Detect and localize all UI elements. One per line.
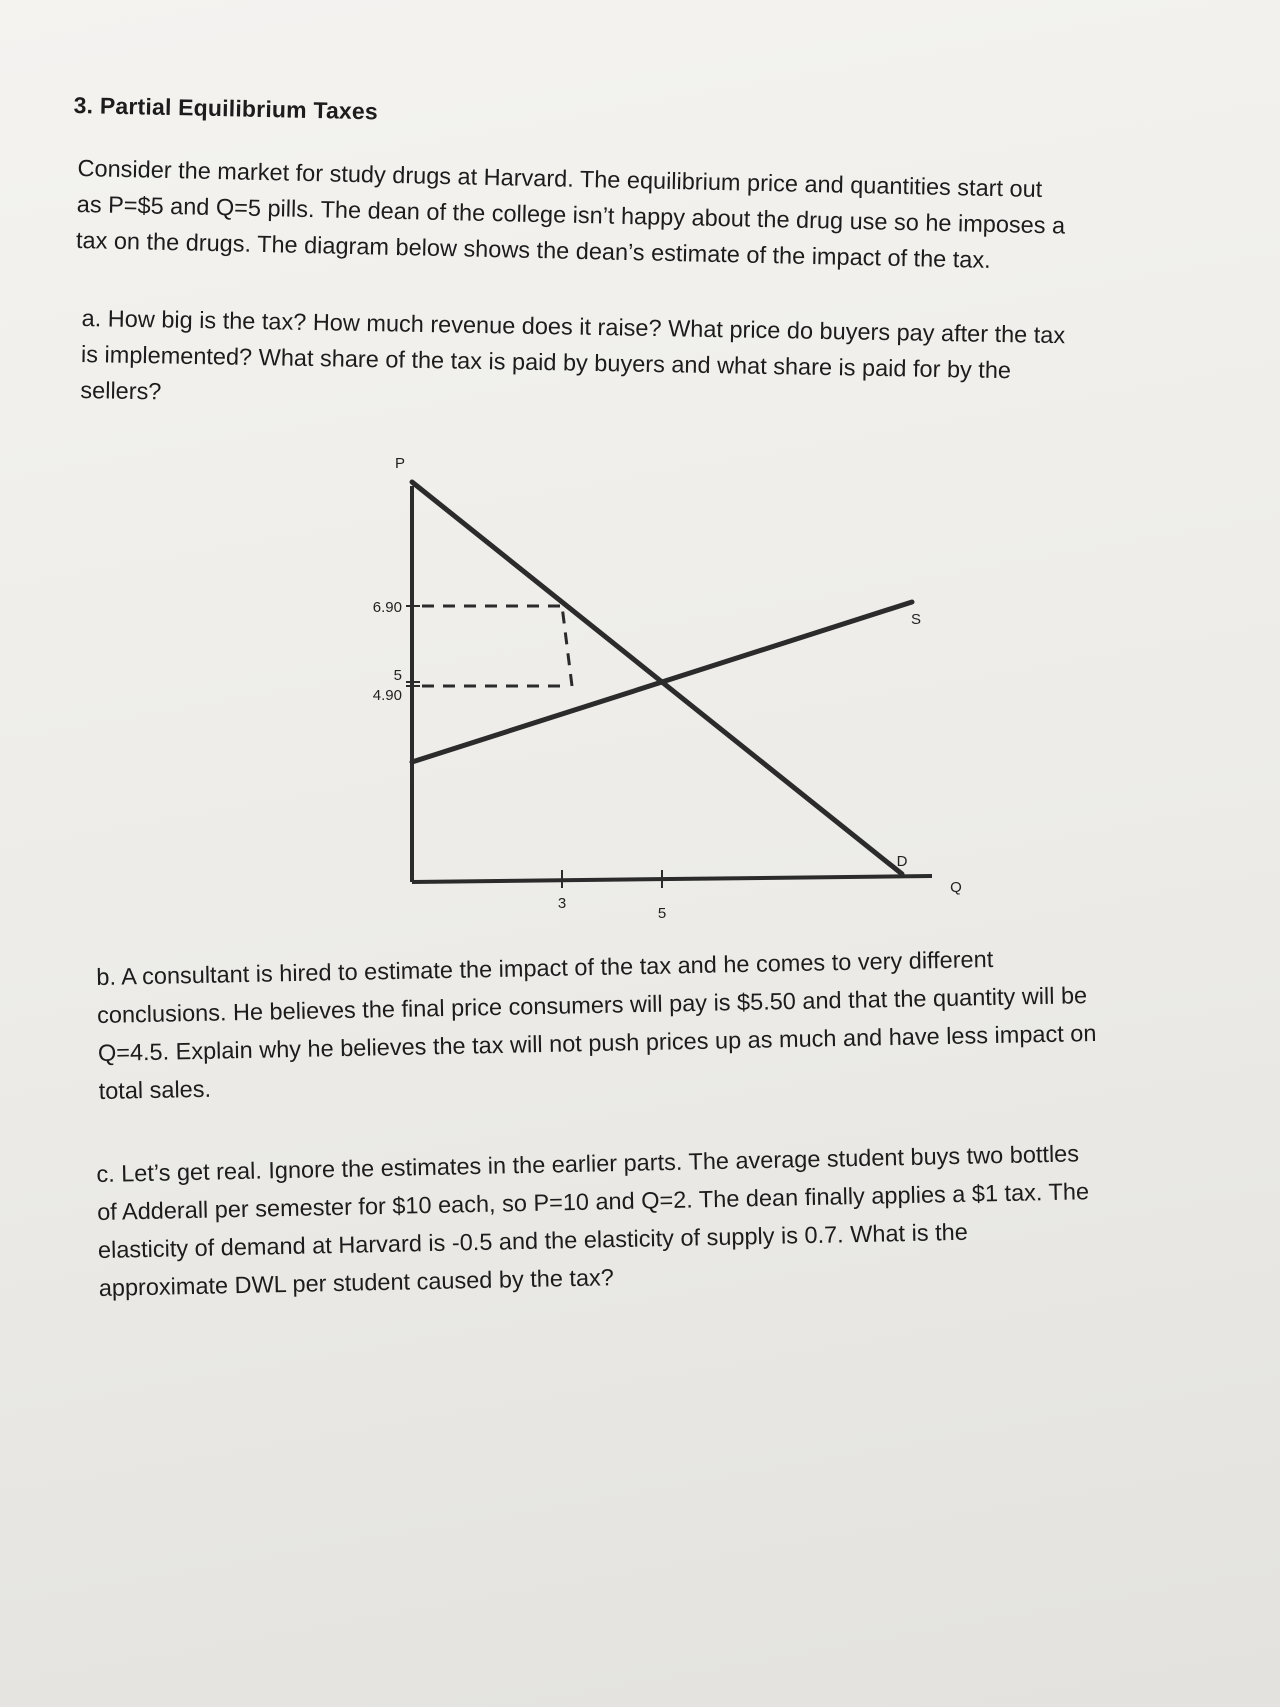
question-c	[96, 1131, 1259, 1307]
y-axis-label: P	[394, 455, 406, 472]
series-s-line	[412, 602, 912, 762]
question-b-line: conclusions. He believes the final price consumers will pay is $5.50 and that the quantity will be	[96, 982, 1088, 1028]
series-d-label: D	[896, 853, 908, 870]
question-b-line: b. A consultant is hired to estimate the impact of the tax and he comes to very different	[96, 945, 994, 990]
series-d-line	[412, 482, 902, 874]
intro-paragraph	[76, 150, 1208, 283]
x-axis	[412, 876, 932, 882]
x-tick-label: 3	[557, 895, 567, 912]
supply-demand-chart	[340, 455, 980, 930]
x-tick-label: 5	[657, 905, 667, 922]
intro-line: tax on the drugs. The diagram below shows the dean’s estimate of the impact of the tax.	[75, 226, 991, 273]
supply-demand-diagram	[340, 455, 980, 930]
question-a-line: is implemented? What share of the tax is paid by buyers and what share is paid for by the	[80, 340, 1012, 384]
y-tick-label: 6.90	[372, 599, 402, 616]
question-a-line: a. How big is the tax? How much revenue does it raise? What price do buyers pay after the tax	[81, 304, 1066, 349]
question-b-line: Q=4.5. Explain why he believes the tax will not push prices up as much and have less impact on	[97, 1019, 1097, 1066]
question-c-line: c. Let’s get real. Ignore the estimates in the earlier parts. The average student buys two bottles	[96, 1140, 1080, 1187]
question-a-line: sellers?	[80, 376, 162, 405]
problem-title: 3. Partial Equilibrium Taxes	[73, 92, 379, 125]
question-c-line: of Adderall per semester for $10 each, so P=10 and Q=2. The dean finally applies a $1 tax. The	[96, 1178, 1090, 1225]
question-c-line: approximate DWL per student caused by the tax?	[98, 1264, 615, 1301]
question-a	[80, 300, 1212, 428]
question-b-line: total sales.	[98, 1075, 212, 1104]
y-tick-label: 4.90	[372, 687, 402, 704]
intro-line: Consider the market for study drugs at Harvard. The equilibrium price and quantities start out	[77, 154, 1043, 203]
y-tick-label: 5	[393, 667, 402, 684]
question-c-line: elasticity of demand at Harvard is -0.5 and the elasticity of supply is 0.7. What is the	[97, 1218, 968, 1263]
series-s-label: S	[910, 611, 922, 628]
dashed-guide	[562, 606, 572, 686]
intro-line: as P=$5 and Q=5 pills. The dean of the college isn’t happy about the drug use so he imposes a	[76, 190, 1066, 239]
x-axis-label: Q	[950, 879, 962, 896]
question-b	[96, 935, 1259, 1110]
